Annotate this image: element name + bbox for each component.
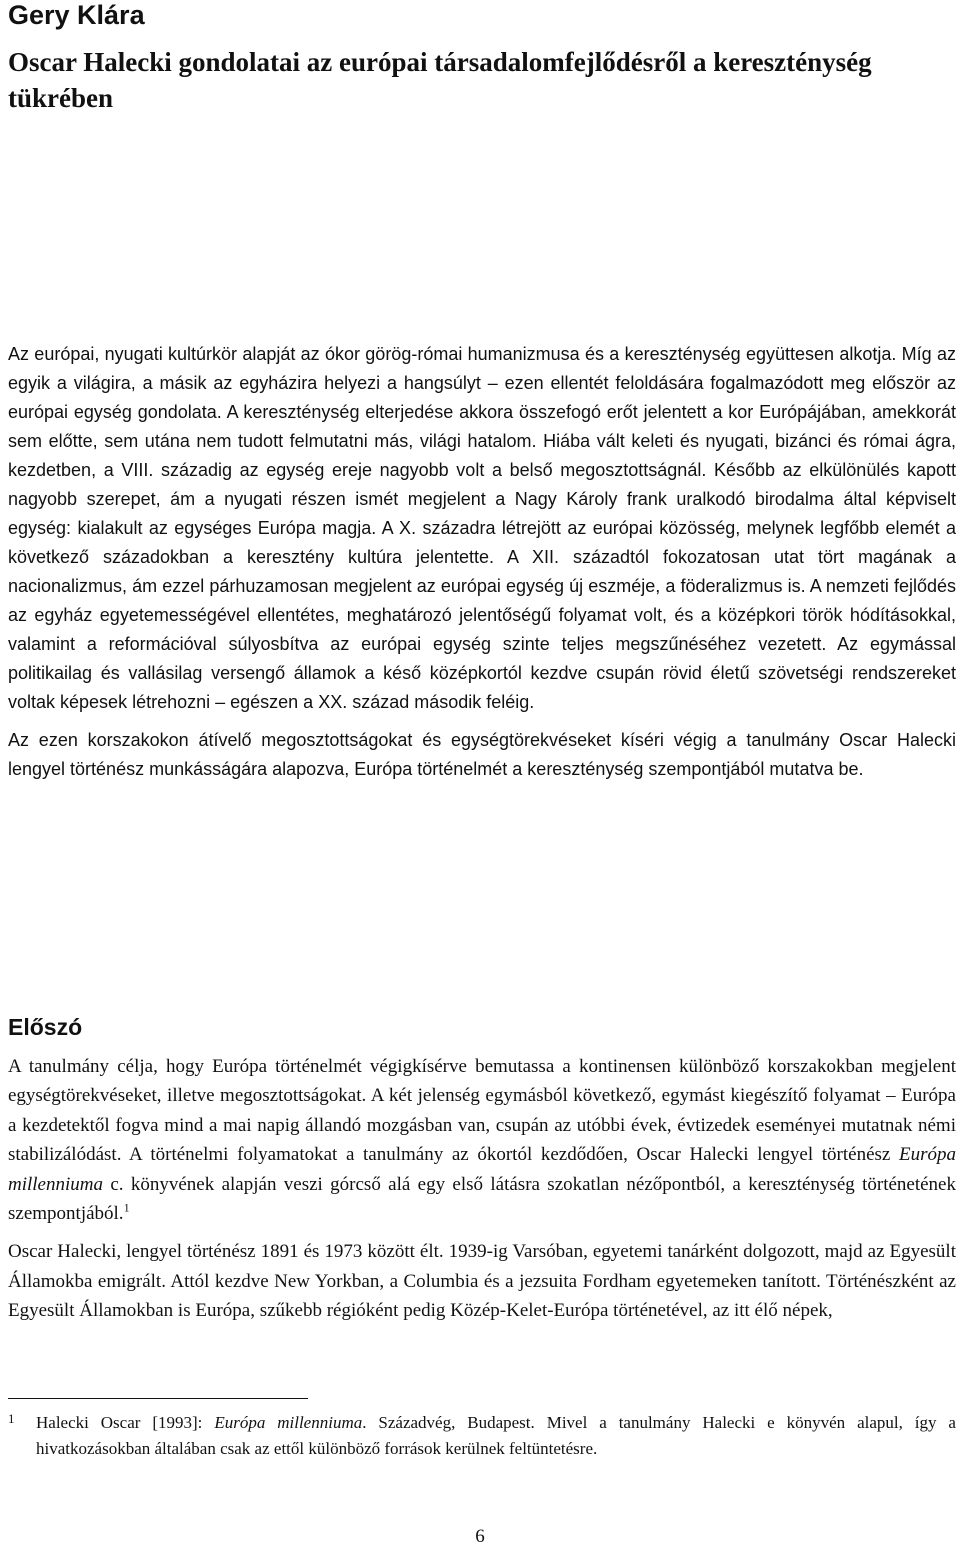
body-text: c. könyvének alapján veszi górcső alá egy első látásra szokatlan nézőpontból, a kereszténység történetének szempontjából. <box>8 1173 956 1225</box>
book-title: Európa millenniuma <box>8 1144 956 1195</box>
body-text: A tanulmány célja, hogy Európa történelmét végigkísérve bemutassa a kontinensen különböző korszakokban megjelent egységtörekvéseket, illetve megosztottságokat. A két jelenség egymásból következő, egymást kiegészítő folyamat – Európa a kezdetektől fogva mind a mai napig állandó mozgásban van, csupán az utóbbi évek, évtizedek eseményei mutatnak némi stabilizálódást. A történelmi folyamatokat a tanulmány az ókortól kezdődően, Oscar Halecki lengyel történész <box>8 1056 956 1166</box>
abstract-paragraph: Az európai, nyugati kultúrkör alapját az ókor görög-római humanizmusa és a kereszténység együttesen alkotja. Míg az egyik a világira, a másik az egyházira helyezi a hangsúlyt – ezen ellentét feloldására fogalmazódott meg először az európai egység gondolata. A kereszténység elterjedése akkora összefogó erőt jelentett a kor Európájában, amekkorát sem előtte, sem utána nem tudott felmutatni más, világi hatalom. Hiába vált keleti és nyugati, bizánci és római ágra, kezdetben, a VIII. századig az egység ereje nagyobb volt a belső megosztottságnál. Később az elkülönülés kapott nagyobb szerepet, ám a nyugati részen ismét megjelent a Nagy Károly frank uralkodó birodalma által képviselt egység: kialakult az egységes Európa magja. A X. századra létrejött az európai közösség, melynek legfőbb elemét a következő századokban a keresztény kultúra jelentette. A XII. századtól fokozatosan utat tört magának a nacionalizmus, ám ezzel párhuzamosan megjelent az európai egység új eszméje, a föderalizmus is. A nemzeti fejlődés az egyház egyetemességével ellentétes, meghatározó jelentőségű folyamat volt, és a középkori török hódításokkal, valamint a reformációval súlyosbítva az európai egység szinte teljes megszűnéséhez vezetett. Az egymással politikailag és vallásilag versengő államok a késő középkortól kezdve csupán rövid életű szövetségi rendszereket voltak képesek létrehozni – egészen a XX. század második feléig. <box>8 344 956 712</box>
abstract-paragraph: Az ezen korszakokon átívelő megosztottságokat és egységtörekvéseket kíséri végig a tanulmány Oscar Halecki lengyel történész munkásságára alapozva, Európa történelmét a kereszténység szempontjából mutatva be. <box>8 730 956 779</box>
page-number: 6 <box>475 1526 485 1547</box>
footnote-reference[interactable]: 1 <box>123 1200 130 1215</box>
paper-title: Oscar Halecki gondolatai az európai társadalomfejlődésről a kereszténység tükrében <box>8 47 872 113</box>
footnote-text-part: Halecki Oscar [1993]: <box>36 1413 215 1432</box>
footnote-text-part: . Századvég, Budapest. Mivel a tanulmány Halecki e könyvén alapul, így a hivatkozásokban általában csak az ettől különböző források kerülnek feltüntetésre. <box>36 1413 956 1458</box>
footnote-book-title: Európa millenniuma <box>214 1413 363 1432</box>
footnote-divider <box>8 1398 308 1399</box>
section-body <box>8 1052 956 1335</box>
body-paragraph: Oscar Halecki, lengyel történész 1891 és 1973 között élt. 1939-ig Varsóban, egyetemi tanárként dolgozott, majd az Egyesült Államokba emigrált. Attól kezdve New Yorkban, a Columbia és a jezsuita Fordham egyetemeken tanított. Történészként az Egyesült Államokban is Európa, szűkebb régióként pedig Közép-Kelet-Európa történetével, az itt élő népek, <box>8 1241 956 1322</box>
body-paragraph <box>8 1052 956 1228</box>
footnote-number: 1 <box>8 1411 15 1426</box>
section-heading: Előszó <box>8 1014 83 1040</box>
abstract <box>8 340 956 793</box>
author-name: Gery Klára <box>8 0 145 30</box>
footnote <box>8 1410 956 1462</box>
footnote-text <box>36 1410 956 1462</box>
